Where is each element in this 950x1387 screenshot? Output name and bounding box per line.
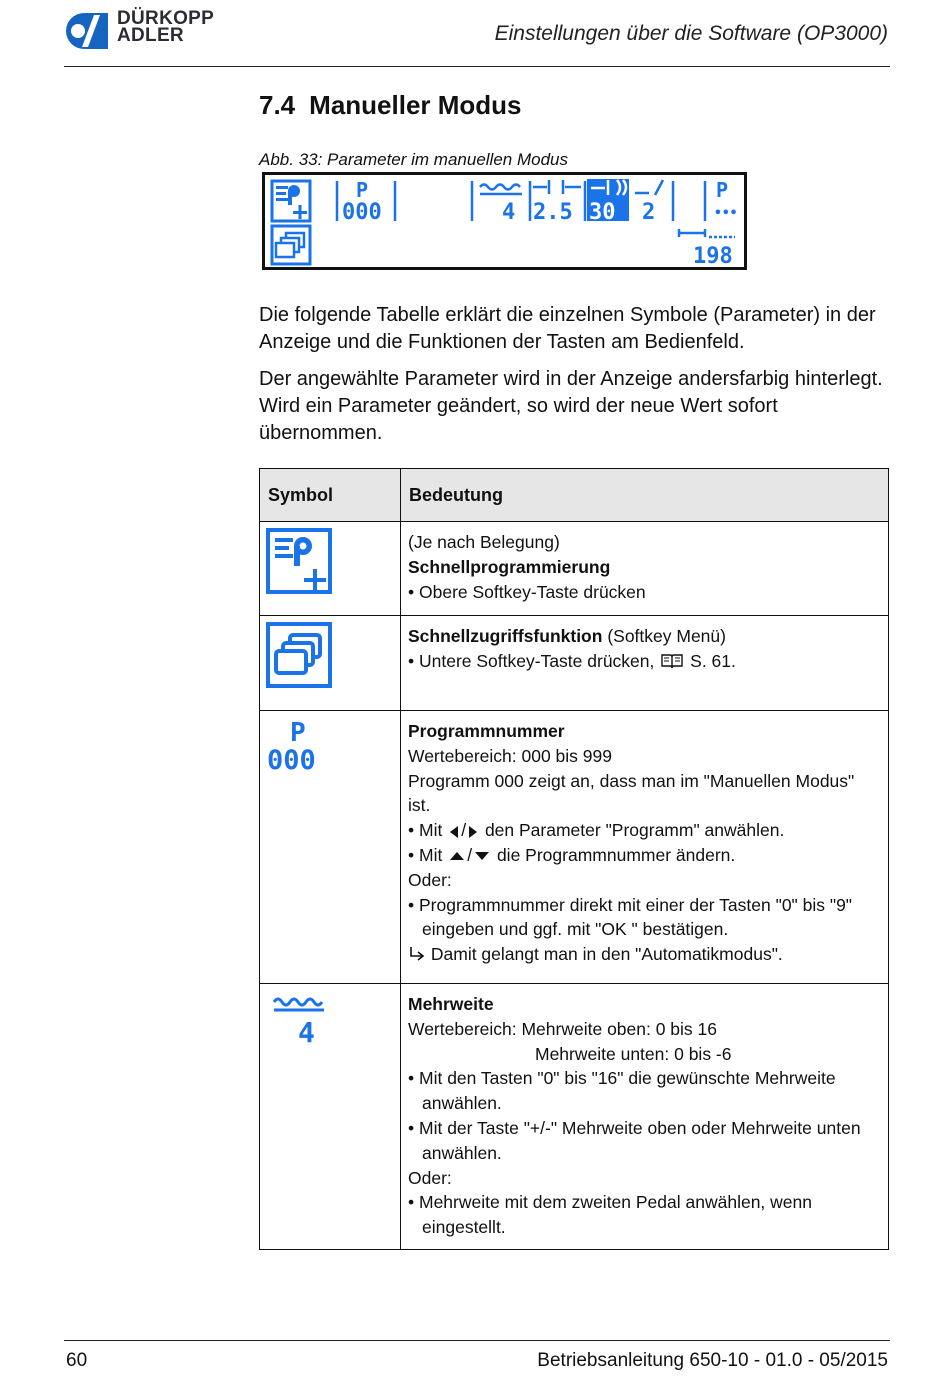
lcd-program-label: P (356, 178, 369, 202)
program-number-icon (266, 717, 338, 777)
table-row (260, 984, 889, 1250)
description-text: Programm 000 zeigt an, dass man im "Manuellen Modus" ist. (408, 770, 855, 816)
brand-name (117, 10, 214, 44)
bullet-item: • Mit / die Programmnummer ändern. (408, 844, 736, 865)
meaning-cell (401, 522, 889, 616)
header-title: Einstellungen über die Software (OP3000) (494, 22, 888, 45)
lcd-mehrweite-wave-icon (480, 185, 520, 190)
arrow-separator: / (461, 820, 467, 841)
row-title-line (408, 624, 881, 649)
intro-paragraph: Die folgende Tabelle erklärt die einzelnen Symbole (Parameter) in der Anzeige und die Funktionen der Tasten am Bedienfeld. (259, 304, 876, 353)
lcd-counter: 198 (693, 244, 733, 267)
page-number: 60 (66, 1350, 88, 1371)
row-title-suffix: (Softkey Menü) (602, 626, 726, 646)
meaning-cell (401, 984, 889, 1250)
row-title: Schnellprogrammierung (408, 556, 611, 577)
result-arrow-icon (408, 946, 426, 962)
lcd-p-label: P (716, 178, 729, 202)
bullet-item: • Mit der Taste "+/-" Mehrweite oben oder Mehrweite unten anwählen. (408, 1117, 861, 1163)
bullet-text: Untere Softkey-Taste drücken, (419, 650, 655, 671)
mehrweite-icon (266, 990, 332, 1050)
icon-mehrweite-value: 4 (298, 1016, 315, 1049)
meaning-cell (401, 711, 889, 984)
column-header-symbol: Symbol (260, 469, 401, 522)
result-line (408, 942, 881, 967)
brand-logo (64, 8, 234, 52)
lcd-param-value: 2 (642, 200, 656, 225)
down-arrow-icon (475, 852, 489, 860)
lcd-p-dots: ••• (714, 206, 738, 221)
bullet-item: • Obere Softkey-Taste drücken (408, 581, 646, 602)
section-title (259, 90, 522, 121)
table-header-row (260, 469, 889, 522)
bullet-text: Mit der Taste "+/-" Mehrweite oben oder Mehrweite unten anwählen. (419, 1117, 861, 1163)
lcd-mehrweite-value: 4 (502, 200, 516, 225)
meaning-cell (401, 616, 889, 711)
section-heading: Manueller Modus (309, 90, 522, 120)
assignment-note: (Je nach Belegung) (408, 532, 560, 552)
manual-reference: Betriebsanleitung 650-10 - 01.0 - 05/2015 (537, 1350, 888, 1371)
section-number: 7.4 (259, 90, 296, 120)
symbol-cell (260, 711, 401, 984)
bullet-text: Programmnummer direkt mit einer der Tasten "0" bis "9" eingeben und ggf. mit "OK " bestätigen. (419, 894, 853, 940)
lcd-program-value: 000 (342, 200, 382, 225)
quick-access-icon (272, 226, 310, 264)
result-text: Damit gelangt man in den "Automatikmodus". (430, 944, 783, 965)
bullet-text: Mit den Tasten "0" bis "16" die gewünschte Mehrweite anwählen. (419, 1068, 836, 1114)
quick-access-icon (266, 622, 332, 688)
left-arrow-icon (450, 826, 458, 838)
column-header-meaning: Bedeutung (401, 469, 889, 522)
value-range: Wertebereich: Mehrweite oben: 0 bis 16 (408, 1018, 718, 1039)
symbol-cell (260, 522, 401, 616)
bullet-prefix: Mit (419, 844, 443, 865)
quick-programming-icon (266, 528, 332, 594)
or-text: Oder: (408, 869, 452, 890)
lcd-stitch-length-icon (533, 180, 581, 194)
value-range: Wertebereich: 000 bis 999 (408, 745, 612, 766)
lcd-display (262, 172, 747, 270)
row-title: Mehrweite (408, 994, 494, 1014)
parameter-table (259, 468, 889, 1250)
bullet-prefix: Mit (419, 820, 443, 841)
page-reference-link[interactable]: S. 61. (690, 650, 736, 671)
table-row (260, 522, 889, 616)
figure-caption: Abb. 33: Parameter im manuellen Modus (259, 150, 568, 169)
up-arrow-icon (450, 852, 464, 860)
row-title: Programmnummer (408, 721, 565, 741)
highlight-paragraph: Der angewählte Parameter wird in der Anzeige andersfarbig hinterlegt. Wird ein Parameter geändert, so wird der neue Wert sofort übernommen. (259, 368, 883, 444)
logo-mark-icon (64, 11, 110, 51)
bullet-item: • Untere Softkey-Taste drücken, S. 61. (408, 650, 736, 671)
bullet-text: den Parameter "Programm" anwählen. (484, 820, 785, 841)
lcd-param-icon (635, 180, 663, 195)
bullet-item: • Mehrweite mit dem zweiten Pedal anwählen, wenn eingestellt. (408, 1192, 812, 1238)
book-reference-icon (661, 653, 683, 669)
icon-program-value: 000 (267, 745, 316, 776)
quick-programming-icon (272, 181, 310, 221)
or-text: Oder: (408, 1167, 452, 1188)
icon-program-label: P (290, 718, 306, 748)
table-row (260, 711, 889, 984)
header-divider (64, 66, 890, 67)
right-arrow-icon (469, 826, 477, 838)
row-title: Schnellzugriffsfunktion (408, 626, 603, 646)
symbol-cell (260, 984, 401, 1250)
lcd-stitch-length: 2.5 (533, 200, 573, 225)
table-row (260, 616, 889, 711)
bullet-text: Mehrweite mit dem zweiten Pedal anwählen, wenn eingestellt. (419, 1192, 812, 1238)
footer-divider (64, 1340, 890, 1341)
bullet-text: die Programmnummer ändern. (496, 844, 736, 865)
symbol-cell (260, 616, 401, 711)
bullet-item: • Mit / den Parameter "Programm" anwählen. (408, 820, 785, 841)
bullet-item: • Mit den Tasten "0" bis "16" die gewünschte Mehrweite anwählen. (408, 1068, 836, 1114)
brand-line1: DÜRKOPP (117, 8, 215, 29)
brand-line2: ADLER (117, 25, 184, 46)
bullet-text: Obere Softkey-Taste drücken (419, 581, 646, 602)
value-range-lower: Mehrweite unten: 0 bis -6 (535, 1043, 732, 1064)
arrow-separator: / (467, 844, 473, 865)
lcd-highlight-value: 30 (589, 200, 616, 225)
lcd-counter-icon (679, 229, 735, 237)
bullet-item: • Programmnummer direkt mit einer der Tasten "0" bis "9" eingeben und ggf. mit "OK " bestätigen. (408, 894, 853, 940)
